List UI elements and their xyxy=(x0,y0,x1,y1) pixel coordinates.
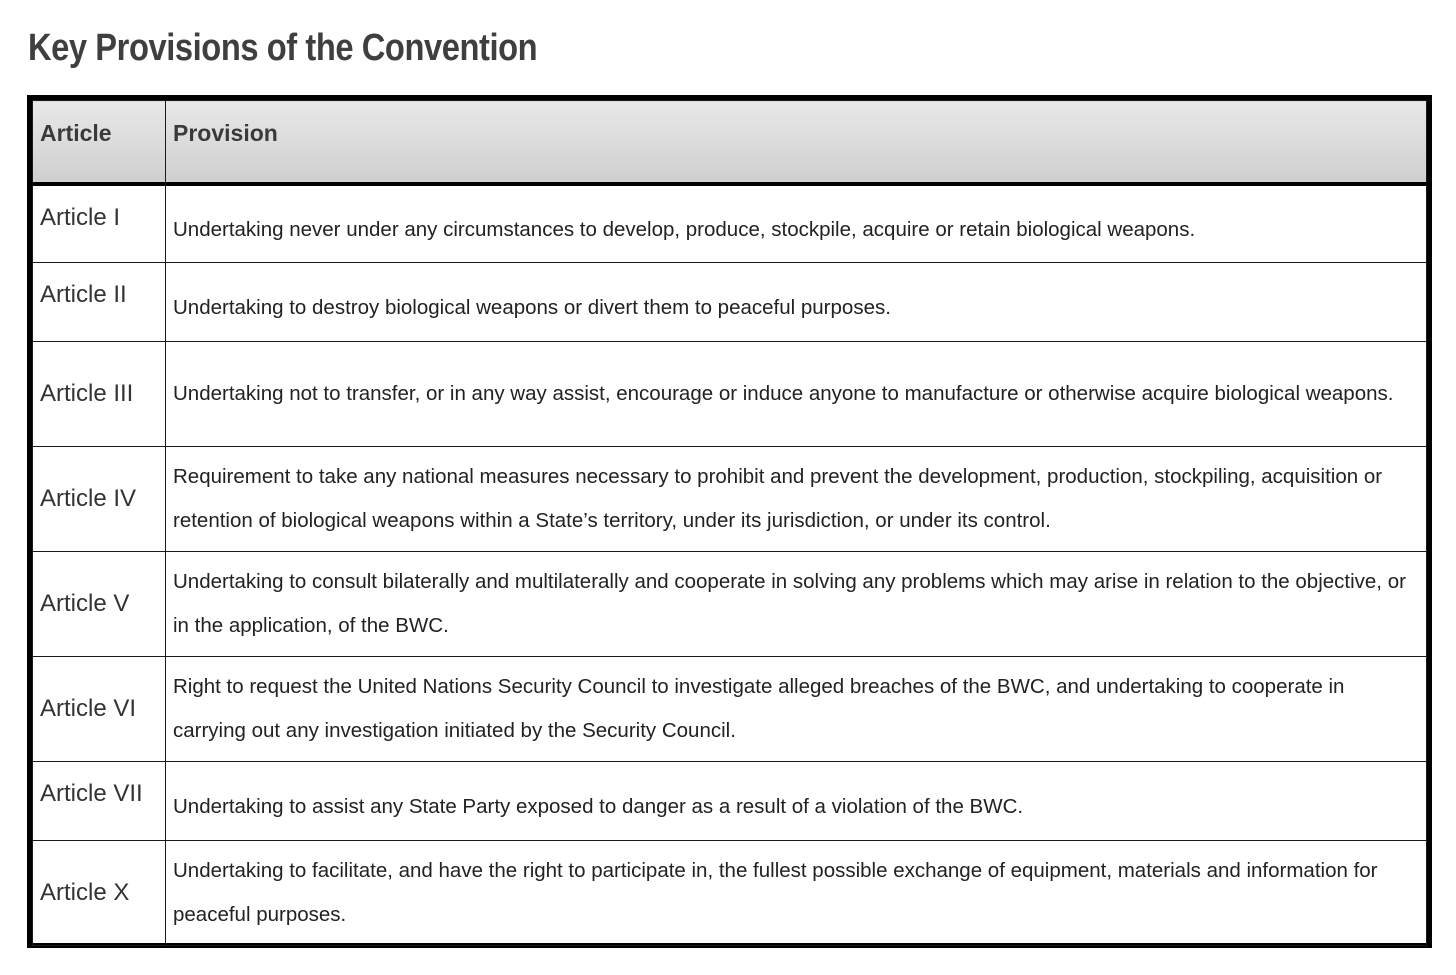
article-cell: Article IV xyxy=(33,447,166,552)
article-cell: Article VI xyxy=(33,657,166,762)
table-row xyxy=(33,263,1427,342)
column-header-provision: Provision xyxy=(166,101,1427,184)
table-row xyxy=(33,184,1427,263)
table-header-row xyxy=(33,101,1427,184)
page-title: Key Provisions of the Convention xyxy=(28,27,538,69)
table-row xyxy=(33,447,1427,552)
provision-cell: Right to request the United Nations Security Council to investigate alleged breaches of the BWC, and undertaking to cooperate in carrying out any investigation initiated by the Security Council. xyxy=(166,657,1427,762)
provision-cell: Undertaking never under any circumstances to develop, produce, stockpile, acquire or retain biological weapons. xyxy=(166,184,1427,263)
table-row xyxy=(33,841,1427,946)
table-row xyxy=(33,657,1427,762)
provision-cell: Undertaking to consult bilaterally and multilaterally and cooperate in solving any problems which may arise in relation to the objective, or in the application, of the BWC. xyxy=(166,552,1427,657)
article-cell: Article II xyxy=(33,263,166,342)
provision-cell: Undertaking to assist any State Party exposed to danger as a result of a violation of the BWC. xyxy=(166,762,1427,841)
article-cell: Article V xyxy=(33,552,166,657)
provision-cell: Requirement to take any national measures necessary to prohibit and prevent the development, production, stockpiling, acquisition or retention of biological weapons within a State’s territory, under its jurisdiction, or under its control. xyxy=(166,447,1427,552)
article-cell: Article X xyxy=(33,841,166,946)
table-row xyxy=(33,552,1427,657)
column-header-article: Article xyxy=(33,101,166,184)
provisions-table xyxy=(27,95,1432,948)
provision-cell: Undertaking not to transfer, or in any way assist, encourage or induce anyone to manufacture or otherwise acquire biological weapons. xyxy=(166,342,1427,447)
table-row xyxy=(33,342,1427,447)
article-cell: Article I xyxy=(33,184,166,263)
provision-cell: Undertaking to destroy biological weapons or divert them to peaceful purposes. xyxy=(166,263,1427,342)
article-cell: Article VII xyxy=(33,762,166,841)
provision-cell: Undertaking to facilitate, and have the right to participate in, the fullest possible exchange of equipment, materials and information for peaceful purposes. xyxy=(166,841,1427,946)
table-row xyxy=(33,762,1427,841)
article-cell: Article III xyxy=(33,342,166,447)
